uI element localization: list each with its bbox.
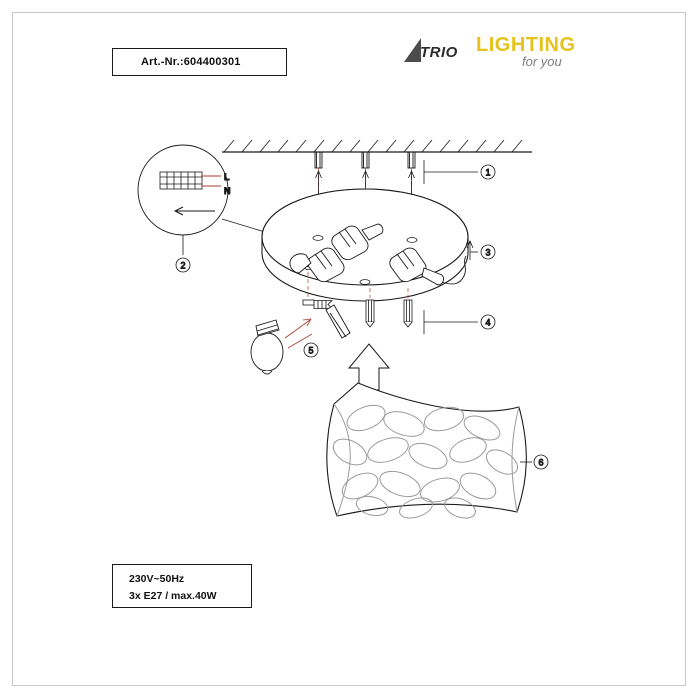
- callout-text-4: 4: [485, 317, 491, 328]
- ceiling-dowel-mid: [362, 152, 369, 168]
- terminal-detail-circle: [138, 145, 228, 235]
- callout-line-1: [424, 160, 478, 184]
- ceiling-hatching: [224, 140, 522, 152]
- callout-text-3: 3: [485, 247, 491, 258]
- callout-line-4: [424, 310, 478, 334]
- article-number-label: Art.-Nr.:604400301: [141, 56, 241, 68]
- callout-text-5: 5: [308, 345, 314, 356]
- logo-tagline-text: for you: [522, 54, 562, 69]
- ceiling-dowel-left: [315, 152, 322, 168]
- lamp-spec-line: 3x E27 / max.40W: [129, 590, 217, 602]
- dowel-left: [366, 300, 374, 327]
- callout-text-1: 1: [485, 167, 491, 178]
- logo-lighting-text: LIGHTING: [476, 34, 576, 56]
- assembly-direction-arrow: [349, 344, 389, 390]
- voltage-line: 230V~50Hz: [129, 573, 185, 585]
- ceiling-dowel-right: [408, 152, 415, 168]
- terminal-label-live: L: [224, 172, 230, 182]
- screw-left: [303, 300, 332, 309]
- logo-brand-text: TRIO: [420, 44, 458, 61]
- callout-text-6: 6: [538, 457, 544, 468]
- callout-text-2: 2: [180, 260, 186, 271]
- bulb-icon: [251, 320, 283, 374]
- callout-line-3: [467, 241, 478, 260]
- mounting-bracket: [326, 305, 350, 338]
- terminal-block: [160, 172, 202, 189]
- terminal-label-neutral: N: [224, 186, 231, 196]
- dowel-right: [404, 300, 412, 327]
